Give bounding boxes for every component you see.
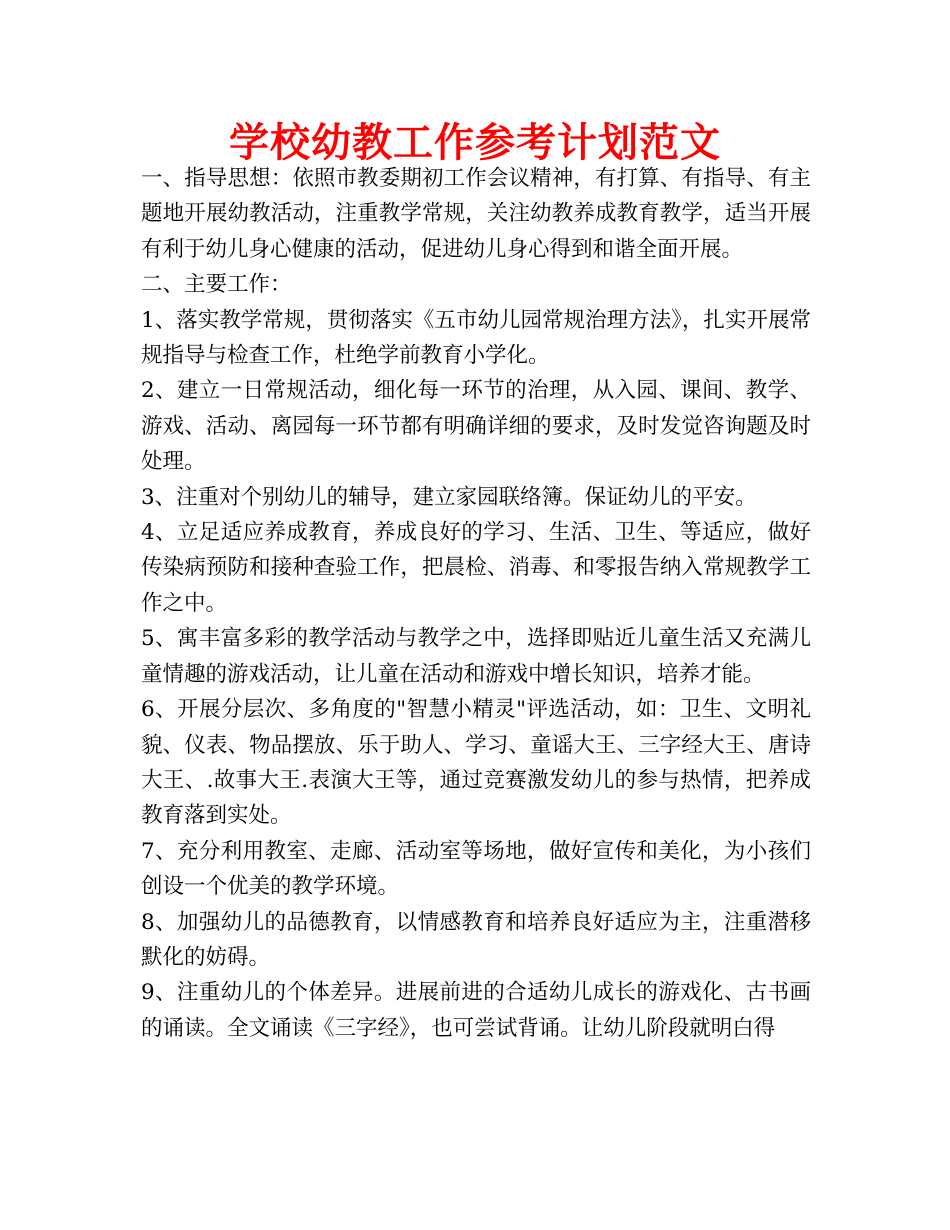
paragraph-item-8: 8、加强幼儿的品德教育，以情感教育和培养良好适应为主，注重潜移默化的妨碍。 xyxy=(141,909,811,970)
paragraph-main-work-heading: 二、主要工作： xyxy=(141,272,292,298)
paragraph-item-5: 5、寓丰富多彩的教学活动与教学之中，选择即贴近儿童生活又充满儿童情趣的游戏活动，让儿童在活动和游戏中增长知识，培养才能。 xyxy=(141,626,811,687)
paragraph-item-6: 6、开展分层次、多角度的"智慧小精灵"评选活动，如：卫生、文明礼貌、仪表、物品摆放、乐于助人、学习、童谣大王、三字经大王、唐诗大王、.故事大王.表演大王等，通过竞赛激发幼儿的参与热情，把养成教育落到实处。 xyxy=(141,697,811,829)
paragraph-item-9: 9、注重幼儿的个体差异。进展前进的合适幼儿成长的游戏化、古书画的诵读。全文诵读《三字经》，也可尝试背诵。让幼儿阶段就明白得 xyxy=(141,980,811,1041)
paragraph-item-2: 2、建立一日常规活动，细化每一环节的治理，从入园、课间、教学、游戏、活动、离园每一环节都有明确详细的要求，及时发觉咨询题及时处理。 xyxy=(141,378,811,475)
paragraph-item-4: 4、立足适应养成教育，养成良好的学习、生活、卫生、等适应，做好传染病预防和接种查验工作，把晨检、消毒、和零报告纳入常规教学工作之中。 xyxy=(141,520,811,616)
document-title: 学校幼教工作参考计划范文 xyxy=(229,120,721,166)
paragraph-item-1: 1、落实教学常规，贯彻落实《五市幼儿园常规治理方法》，扎实开展常规指导与检查工作，杜绝学前教育小学化。 xyxy=(141,307,811,369)
document-body xyxy=(141,161,811,1046)
paragraph-guiding-ideology: 一、指导思想：依照市教委期初工作会议精神，有打算、有指导、有主题地开展幼教活动，注重教学常规，关注幼教养成教育教学，适当开展有利于幼儿身心健康的活动，促进幼儿身心得到和谐全面开展。 xyxy=(141,166,811,262)
paragraph-item-7: 7、充分利用教室、走廊、活动室等场地，做好宣传和美化，为小孩们创设一个优美的教学环境。 xyxy=(141,838,811,900)
paragraph-item-3: 3、注重对个别幼儿的辅导，建立家园联络簿。保证幼儿的平安。 xyxy=(141,484,757,510)
